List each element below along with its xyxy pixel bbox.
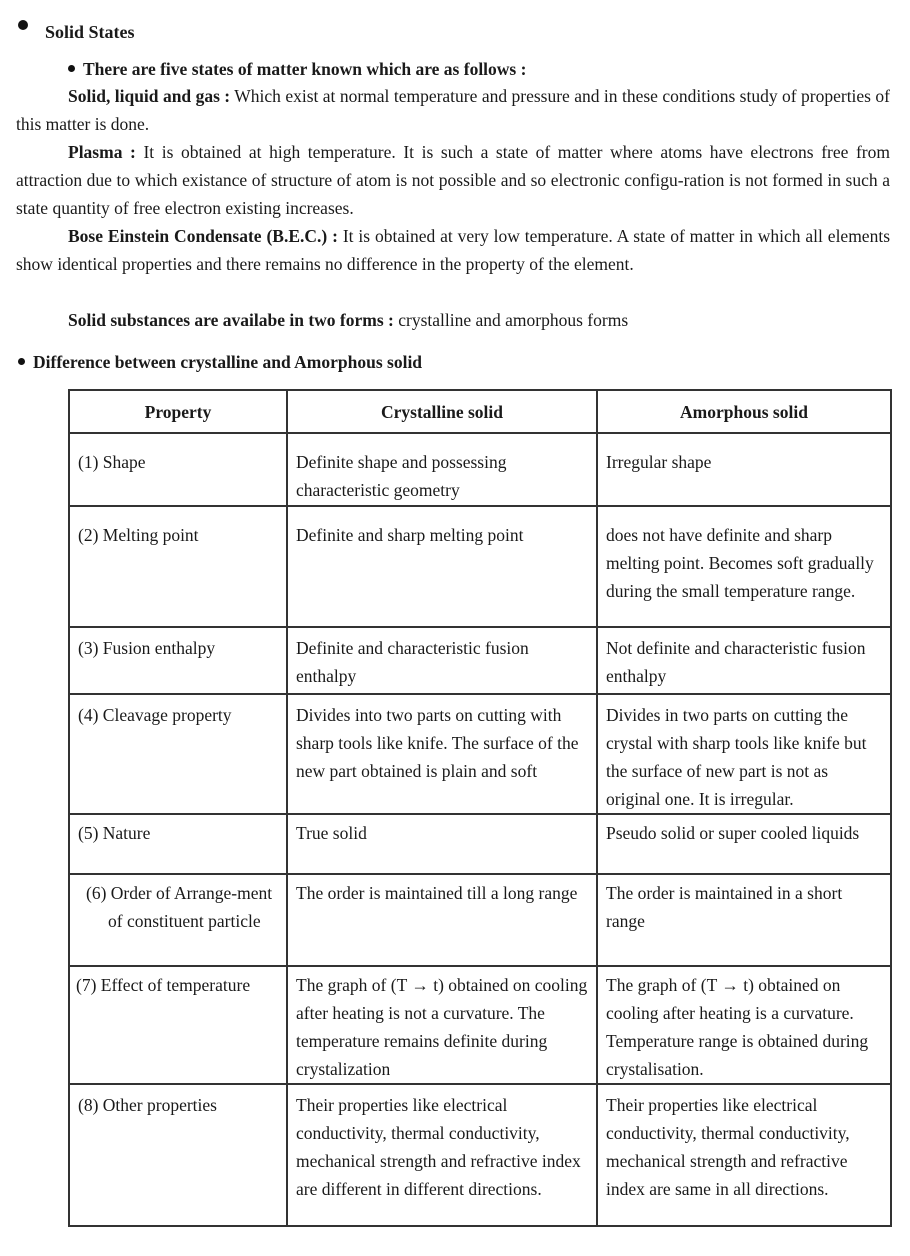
table-row <box>69 506 891 627</box>
cell-amorphous: does not have definite and sharp melting point. Becomes soft gradually during the small temperature range. <box>597 506 891 627</box>
bullet-icon <box>18 358 25 365</box>
paragraph-lead: Bose Einstein Condensate (B.E.C.) : <box>68 226 338 246</box>
header-crystalline: Crystalline solid <box>287 390 597 433</box>
cell-crystalline: Definite and sharp melting point <box>287 506 597 627</box>
paragraph-plasma <box>16 138 890 222</box>
cell-amorphous: The graph of (T → t) obtained on cooling after heating is a curvature. Temperature range is obtained during crystalisation. <box>597 966 891 1084</box>
cell-amorphous: Their properties like electrical conductivity, thermal conductivity, mechanical strength and refractive index are same in all directions. <box>597 1084 891 1226</box>
paragraph-solid-forms <box>16 306 890 334</box>
table-row <box>69 874 891 966</box>
cell-crystalline: The order is maintained till a long range <box>287 874 597 966</box>
intro-bullet <box>68 55 526 83</box>
header-amorphous: Amorphous solid <box>597 390 891 433</box>
bullet-icon <box>18 20 28 30</box>
comparison-table <box>68 389 892 1227</box>
intro-bullet-text: There are five states of matter known which are as follows : <box>83 59 527 79</box>
section-heading <box>18 348 422 376</box>
header-property: Property <box>69 390 287 433</box>
table-row <box>69 814 891 874</box>
section-heading-text: Difference between crystalline and Amorphous solid <box>33 352 423 372</box>
cell-property: (8) Other properties <box>69 1084 287 1226</box>
paragraph-text: Which exist at normal temperature and pressure and in these conditions study of properties of this matter is done. <box>16 86 890 134</box>
cell-amorphous: Irregular shape <box>597 433 891 506</box>
cell-property: (4) Cleavage property <box>69 694 287 814</box>
paragraph-lead: Plasma : <box>68 142 136 162</box>
cell-property: (5) Nature <box>69 814 287 874</box>
cell-crystalline: The graph of (T → t) obtained on cooling after heating is not a curvature. The temperature remains definite during crystalization <box>287 966 597 1084</box>
cell-property <box>69 874 287 966</box>
paragraph-text: crystalline and amorphous forms <box>393 310 629 330</box>
table-row <box>69 627 891 694</box>
cell-property: (1) Shape <box>69 433 287 506</box>
table-row <box>69 1084 891 1226</box>
table-header-row <box>69 390 891 433</box>
cell-crystalline: Divides into two parts on cutting with sharp tools like knife. The surface of the new part obtained is plain and soft <box>287 694 597 814</box>
cell-amorphous: Pseudo solid or super cooled liquids <box>597 814 891 874</box>
cell-property: (2) Melting point <box>69 506 287 627</box>
cell-crystalline: True solid <box>287 814 597 874</box>
cell-crystalline: Definite and characteristic fusion enthalpy <box>287 627 597 694</box>
paragraph-solid-liquid-gas <box>16 82 890 138</box>
cell-property-text: (6) Order of Arrange-ment of constituent particle <box>86 883 273 931</box>
paragraph-text: It is obtained at very low temperature. A state of matter in which all elements show identical properties and there remains no difference in the property of the element. <box>16 226 891 274</box>
cell-crystalline: Their properties like electrical conductivity, thermal conductivity, mechanical strength and refractive index are different in different directions. <box>287 1084 597 1226</box>
cell-amorphous: Not definite and characteristic fusion enthalpy <box>597 627 891 694</box>
paragraph-text: It is obtained at high temperature. It is such a state of matter where atoms have electrons free from attraction due to which existance of structure of atom is not possible and so electronic configu-ration is not formed in such a state quantity of free electron existing increases. <box>16 142 890 218</box>
cell-amorphous: Divides in two parts on cutting the crystal with sharp tools like knife but the surface of new part is not as original one. It is irregular. <box>597 694 891 814</box>
table-row <box>69 966 891 1084</box>
table-row <box>69 433 891 506</box>
paragraph-lead: Solid, liquid and gas : <box>68 86 231 106</box>
cell-amorphous: The order is maintained in a short range <box>597 874 891 966</box>
cell-property: (7) Effect of temperature <box>69 966 287 1084</box>
page-title: Solid States <box>45 22 135 42</box>
bullet-icon <box>68 65 75 72</box>
cell-crystalline: Definite shape and possessing characteristic geometry <box>287 433 597 506</box>
paragraph-bec <box>16 222 890 278</box>
cell-property: (3) Fusion enthalpy <box>69 627 287 694</box>
title-row <box>18 14 135 43</box>
table-row <box>69 694 891 814</box>
paragraph-lead: Solid substances are availabe in two forms : <box>68 310 394 330</box>
